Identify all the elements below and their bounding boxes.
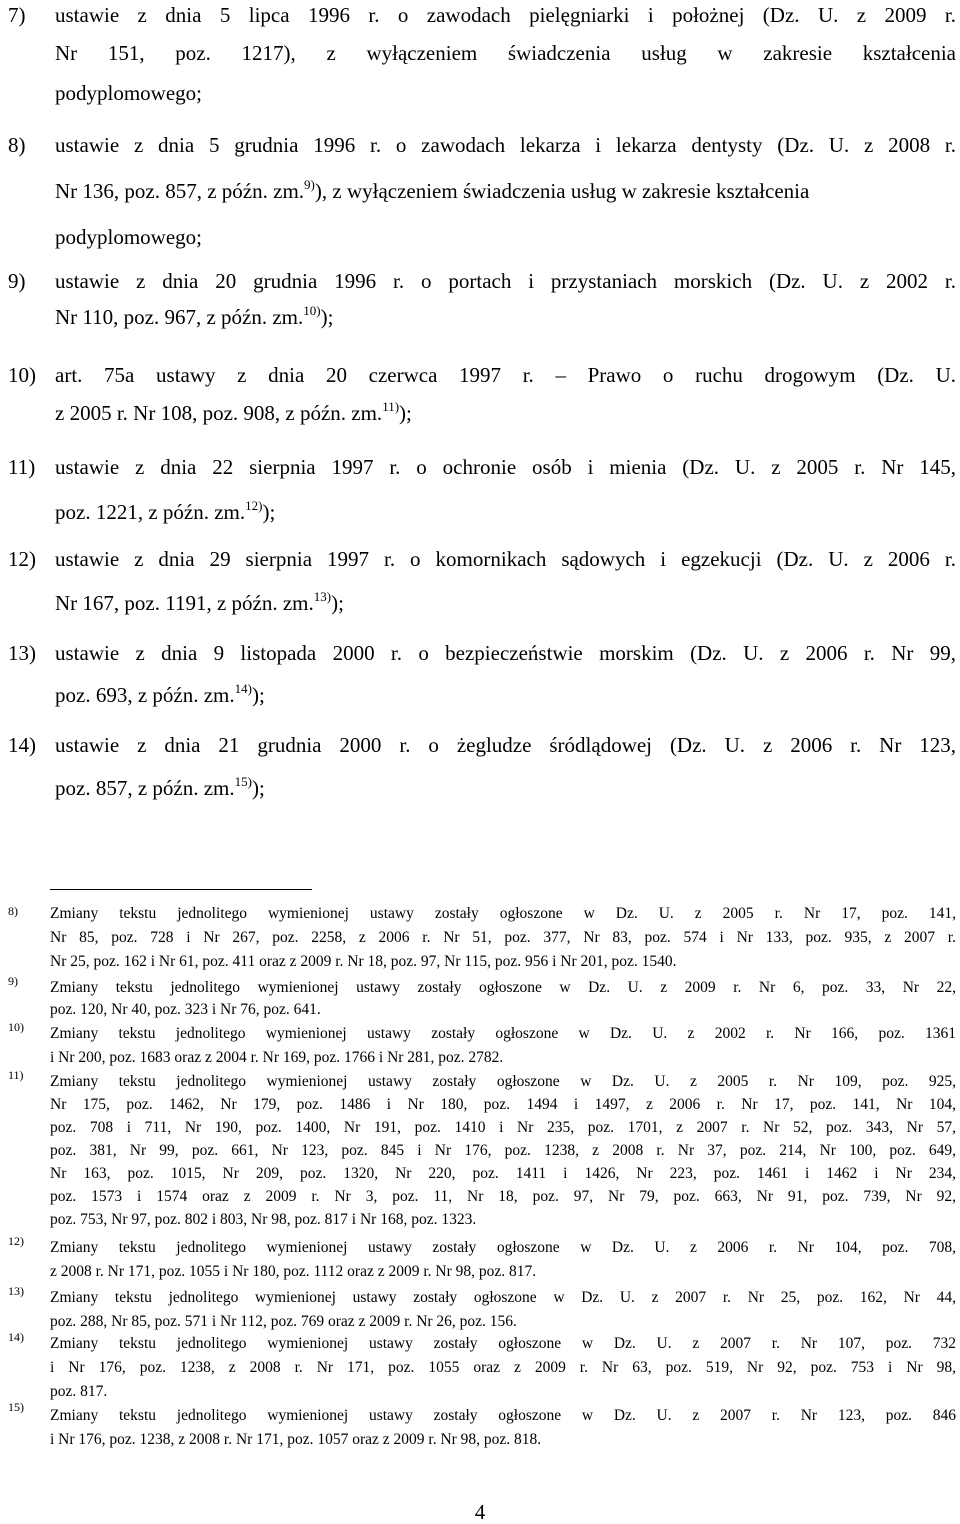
footnote-line: poz. 381, Nr 99, poz. 661, Nr 123, poz. 845 i Nr 176, poz. 1238, z 2008 r. Nr 37, poz. 214, Nr 100, poz. 649, [50, 1142, 956, 1159]
item-text-line: poz. 857, z późn. zm.$^{15)}$); [55, 774, 265, 800]
footnote-line: Zmiany tekstu jednolitego wymienionej ustawy zostały ogłoszone w Dz. U. z 2009 r. Nr 6, poz. 33, Nr 22, [50, 979, 956, 996]
footnote-line: Nr 25, poz. 162 i Nr 61, poz. 411 oraz z 2009 r. Nr 18, poz. 97, Nr 115, poz. 956 i Nr 201, poz. 1540. [50, 953, 677, 970]
item-text-line: podyplomowego; [55, 225, 202, 249]
item-number: 10) [8, 363, 36, 387]
footnote-line: poz. 288, Nr 85, poz. 571 i Nr 112, poz. 769 oraz z 2009 r. Nr 26, poz. 156. [50, 1313, 517, 1330]
footnote-line: Nr 175, poz. 1462, Nr 179, poz. 1486 i Nr 180, poz. 1494 i 1497, z 2006 r. Nr 17, poz. 141, Nr 104, [50, 1096, 956, 1113]
item-number: 12) [8, 547, 36, 571]
page-number: 4 [474, 1500, 486, 1524]
item-number: 11) [8, 455, 36, 479]
item-number: 8) [8, 133, 26, 157]
footnote-line: Zmiany tekstu jednolitego wymienionej ustawy zostały ogłoszone w Dz. U. z 2006 r. Nr 104, poz. 708, [50, 1239, 956, 1256]
footnote-mark: 13) [8, 1284, 24, 1298]
item-text-line: ustawie z dnia 5 lipca 1996 r. o zawodach pielęgniarki i położnej (Dz. U. z 2009 r. [55, 3, 956, 27]
item-text-line: art. 75a ustawy z dnia 20 czerwca 1997 r. – Prawo o ruchu drogowym (Dz. U. [55, 363, 956, 387]
item-text-line: poz. 1221, z późn. zm.$^{12)}$); [55, 498, 276, 524]
item-number: 14) [8, 733, 36, 757]
footnote-line: Zmiany tekstu jednolitego wymienionej ustawy zostały ogłoszone w Dz. U. z 2002 r. Nr 166, poz. 1361 [50, 1025, 956, 1042]
footnote-mark: 8) [8, 904, 18, 918]
footnote-line: poz. 1573 i 1574 oraz z 2009 r. Nr 3, poz. 11, Nr 18, poz. 97, Nr 79, poz. 663, Nr 91, poz. 739, Nr 92, [50, 1188, 956, 1205]
item-text-line: ustawie z dnia 9 listopada 2000 r. o bezpieczeństwie morskim (Dz. U. z 2006 r. Nr 99, [55, 641, 956, 665]
footnote-ref[interactable]: 11) [382, 399, 400, 414]
footnote-mark: 11) [8, 1068, 24, 1082]
footnote-ref[interactable]: 9) [304, 177, 315, 192]
footnote-separator [50, 889, 312, 890]
footnote-ref[interactable]: 13) [313, 589, 332, 604]
footnote-ref[interactable]: 10) [303, 303, 321, 318]
footnote-mark: 14) [8, 1330, 24, 1344]
footnote-line: Zmiany tekstu jednolitego wymienionej ustawy zostały ogłoszone w Dz. U. z 2005 r. Nr 17, poz. 141, [50, 905, 956, 922]
footnote-mark: 12) [8, 1234, 24, 1248]
footnote-line: poz. 753, Nr 97, poz. 802 i 803, Nr 98, poz. 817 i Nr 168, poz. 1323. [50, 1211, 477, 1228]
item-text-line: Nr 110, poz. 967, z późn. zm.$^{10)}$); [55, 303, 334, 329]
footnote-line: Nr 85, poz. 728 i Nr 267, poz. 2258, z 2006 r. Nr 51, poz. 377, Nr 83, poz. 574 i Nr 133, poz. 935, z 2007 r. [50, 929, 956, 946]
footnote-line: Zmiany tekstu jednolitego wymienionej ustawy zostały ogłoszone w Dz. U. z 2007 r. Nr 25, poz. 162, Nr 44, [50, 1289, 956, 1306]
footnote-line: i Nr 176, poz. 1238, z 2008 r. Nr 171, poz. 1055 oraz z 2009 r. Nr 63, poz. 519, Nr 92, poz. 753 i Nr 98, [50, 1359, 956, 1376]
item-number: 9) [8, 269, 26, 293]
item-text-line: Nr 151, poz. 1217), z wyłączeniem świadczenia usług w zakresie kształcenia [55, 41, 956, 65]
footnote-line: i Nr 200, poz. 1683 oraz z 2004 r. Nr 169, poz. 1766 i Nr 281, poz. 2782. [50, 1049, 504, 1066]
footnote-ref[interactable]: 14) [234, 681, 252, 696]
footnote-line: poz. 120, Nr 40, poz. 323 i Nr 76, poz. 641. [50, 1001, 321, 1018]
item-number: 13) [8, 641, 36, 665]
item-number: 7) [8, 3, 26, 27]
footnote-line: Nr 163, poz. 1015, Nr 209, poz. 1320, Nr 220, poz. 1411 i 1426, Nr 223, poz. 1461 i 1462 i Nr 234, [50, 1165, 956, 1182]
footnote-mark: 15) [8, 1400, 24, 1414]
item-text-line: Nr 167, poz. 1191, z późn. zm.$^{13)}$); [55, 589, 344, 615]
footnote-ref[interactable]: 12) [245, 498, 263, 513]
item-text-line: podyplomowego; [55, 81, 202, 105]
footnote-line: Zmiany tekstu jednolitego wymienionej ustawy zostały ogłoszone w Dz. U. z 2007 r. Nr 107, poz. 732 [50, 1335, 956, 1352]
footnote-line: Zmiany tekstu jednolitego wymienionej ustawy zostały ogłoszone w Dz. U. z 2007 r. Nr 123, poz. 846 [50, 1407, 956, 1424]
item-text-line: ustawie z dnia 20 grudnia 1996 r. o portach i przystaniach morskich (Dz. U. z 2002 r. [55, 269, 956, 293]
item-text-line: Nr 136, poz. 857, z późn. zm.$^{9)}$), z wyłączeniem świadczenia usług w zakresie kształcenia [55, 177, 810, 203]
footnote-line: i Nr 176, poz. 1238, z 2008 r. Nr 171, poz. 1057 oraz z 2009 r. Nr 98, poz. 818. [50, 1431, 542, 1448]
item-text-line: ustawie z dnia 21 grudnia 2000 r. o żegludze śródlądowej (Dz. U. z 2006 r. Nr 123, [55, 733, 956, 757]
footnote-line: poz. 708 i 711, Nr 190, poz. 1400, Nr 191, poz. 1410 i Nr 235, poz. 1701, z 2007 r. Nr 52, poz. 343, Nr 57, [50, 1119, 956, 1136]
footnote-mark: 9) [8, 974, 18, 988]
footnote-line: z 2008 r. Nr 171, poz. 1055 i Nr 180, poz. 1112 oraz z 2009 r. Nr 98, poz. 817. [50, 1263, 537, 1280]
footnote-mark: 10) [8, 1020, 24, 1034]
item-text-line: poz. 693, z późn. zm.$^{14)}$); [55, 681, 265, 707]
footnote-ref[interactable]: 15) [234, 774, 252, 789]
item-text-line: ustawie z dnia 29 sierpnia 1997 r. o komornikach sądowych i egzekucji (Dz. U. z 2006 r. [55, 547, 956, 571]
item-text-line: ustawie z dnia 22 sierpnia 1997 r. o ochronie osób i mienia (Dz. U. z 2005 r. Nr 145, [55, 455, 956, 479]
item-text-line: ustawie z dnia 5 grudnia 1996 r. o zawodach lekarza i lekarza dentysty (Dz. U. z 2008 r. [55, 133, 956, 157]
item-text-line: z 2005 r. Nr 108, poz. 908, z późn. zm.$^{11)}$); [55, 399, 412, 425]
footnote-line: poz. 817. [50, 1383, 108, 1400]
footnote-line: Zmiany tekstu jednolitego wymienionej ustawy zostały ogłoszone w Dz. U. z 2005 r. Nr 109, poz. 925, [50, 1073, 956, 1090]
